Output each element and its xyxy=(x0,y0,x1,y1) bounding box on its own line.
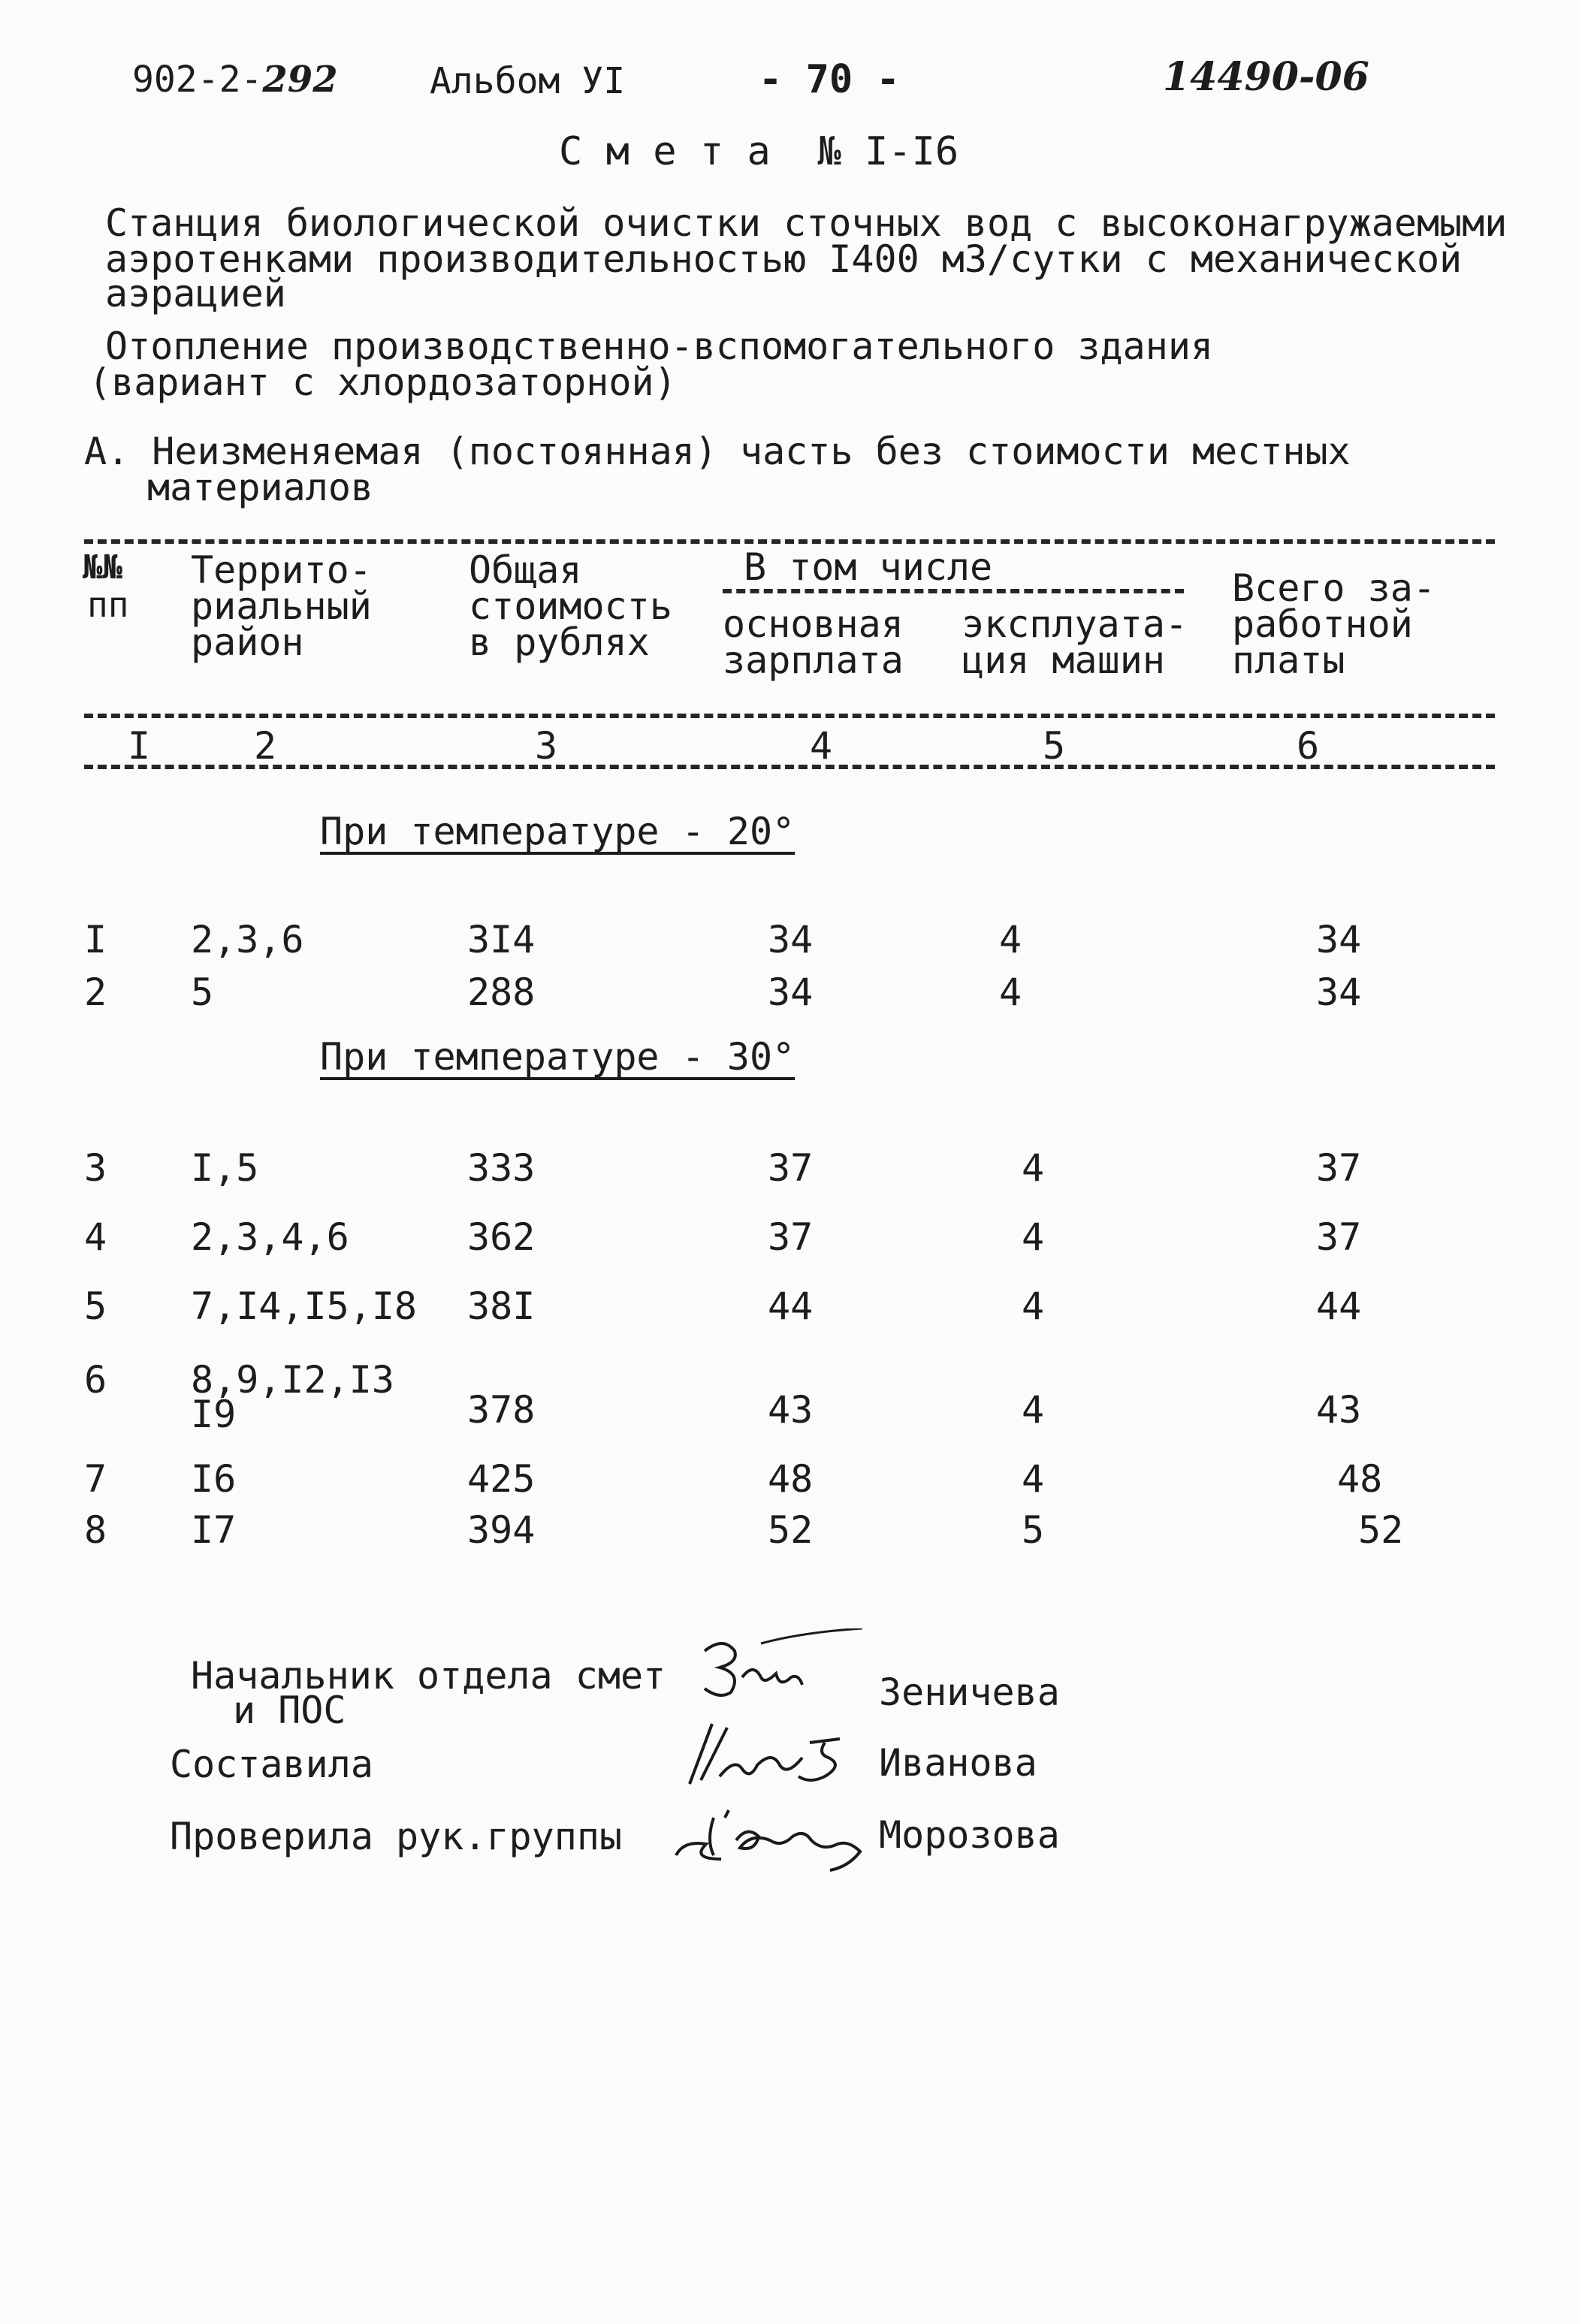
document-code-prefix: 902-2- xyxy=(132,59,263,101)
header-total-2: стоимость xyxy=(469,584,672,628)
cell-total: 378 xyxy=(467,1388,536,1432)
cell-salary: 44 xyxy=(768,1284,814,1328)
cell-wages: 34 xyxy=(1316,970,1362,1014)
column-number: 2 xyxy=(254,724,277,768)
cell-territory: 8,9,I2,I3 xyxy=(191,1358,394,1402)
cell-total: 425 xyxy=(467,1457,536,1501)
section-line-1: А. Неизменяемая (постоянная) часть без стоимости местных xyxy=(84,430,1351,473)
column-number: I xyxy=(128,724,151,768)
header-machines-1: эксплуата- xyxy=(962,602,1188,646)
cell-wages: 52 xyxy=(1358,1508,1404,1552)
cell-num: 4 xyxy=(84,1215,107,1259)
description-line-3: аэрацией xyxy=(105,272,286,315)
cell-territory: 2,3,6 xyxy=(191,918,304,961)
signer-name: Морозова xyxy=(879,1813,1060,1857)
group-heading-20: При температуре - 20° xyxy=(320,810,796,853)
cell-salary: 48 xyxy=(768,1457,814,1501)
cell-territory: 2,3,4,6 xyxy=(191,1215,349,1259)
table-top-rule xyxy=(84,539,1495,544)
cell-num: 8 xyxy=(84,1508,107,1552)
page-number: - 70 - xyxy=(759,57,900,102)
cell-territory: I6 xyxy=(191,1457,237,1501)
header-territory-2: риальный xyxy=(191,584,372,628)
cell-machines: 4 xyxy=(1022,1215,1045,1259)
signer-name: Зеничева xyxy=(879,1671,1060,1714)
header-salary-2: зарплата xyxy=(723,638,904,682)
cell-territory-continued: I9 xyxy=(191,1393,237,1436)
cell-num: I xyxy=(84,918,107,961)
cell-num: 5 xyxy=(84,1284,107,1328)
cell-salary: 34 xyxy=(768,918,814,961)
cell-total: 288 xyxy=(467,970,536,1014)
cell-territory: I,5 xyxy=(191,1146,259,1190)
column-number: 5 xyxy=(1043,724,1066,768)
cell-machines: 5 xyxy=(1022,1508,1045,1552)
cell-machines: 4 xyxy=(1022,1284,1045,1328)
handwritten-signature-ivanova xyxy=(667,1713,862,1795)
header-machines-2: ция машин xyxy=(962,638,1165,682)
group-heading-30: При температуре - 30° xyxy=(320,1035,796,1079)
cell-machines: 4 xyxy=(1022,1146,1045,1190)
including-underline xyxy=(723,589,1184,593)
cell-total: 362 xyxy=(467,1215,536,1259)
signer-role-line-1: Начальник отдела смет xyxy=(191,1654,666,1698)
column-number: 4 xyxy=(810,724,833,768)
description-line-1: Станция биологической очистки сточных вод с высоконагружаемыми xyxy=(105,201,1508,245)
cell-wages: 34 xyxy=(1316,918,1362,961)
document-code-handwritten: 292 xyxy=(262,59,338,101)
cell-wages: 37 xyxy=(1316,1215,1362,1259)
column-number: 6 xyxy=(1297,724,1320,768)
cell-wages: 44 xyxy=(1316,1284,1362,1328)
album-label: Альбом УI xyxy=(430,60,626,102)
cell-total: 333 xyxy=(467,1146,536,1190)
cell-wages: 37 xyxy=(1316,1146,1362,1190)
cell-salary: 37 xyxy=(768,1146,814,1190)
cell-total: 38I xyxy=(467,1284,536,1328)
handwritten-signature-morozova xyxy=(661,1788,886,1878)
cell-machines: 4 xyxy=(1022,1388,1045,1432)
header-total-3: в рублях xyxy=(469,620,650,664)
signer-role-line-1: Составила xyxy=(170,1743,373,1786)
cell-territory: I7 xyxy=(191,1508,237,1552)
cell-machines: 4 xyxy=(999,918,1022,961)
description-line-2: аэротенками производительностью I400 м3/сутки с механической xyxy=(105,237,1463,281)
header-num-2: пп xyxy=(87,584,129,625)
subject-line-1: Отопление производственно-вспомогательного здания xyxy=(105,324,1214,368)
cell-territory: 5 xyxy=(191,970,214,1014)
cell-salary: 43 xyxy=(768,1388,814,1432)
cell-machines: 4 xyxy=(1022,1457,1045,1501)
header-wages-1: Всего за- xyxy=(1232,566,1436,610)
subject-line-2: (вариант с хлордозаторной) xyxy=(89,361,677,404)
cell-num: 7 xyxy=(84,1457,107,1501)
cell-wages: 48 xyxy=(1337,1457,1383,1501)
document-code xyxy=(132,59,338,101)
column-number: 3 xyxy=(535,724,558,768)
header-bottom-rule xyxy=(84,714,1495,718)
section-line-2: материалов xyxy=(147,466,374,509)
cell-salary: 34 xyxy=(768,970,814,1014)
signer-role-line-1: Проверила рук.группы xyxy=(170,1815,623,1858)
inventory-number-handwritten: 14490-06 xyxy=(1163,54,1369,100)
header-wages-3: платы xyxy=(1232,638,1345,682)
cell-num: 3 xyxy=(84,1146,107,1190)
estimate-title: С м е т а № I-I6 xyxy=(559,129,959,174)
cell-num: 2 xyxy=(84,970,107,1014)
signer-role-line-2: и ПОС xyxy=(233,1689,346,1732)
cell-wages: 43 xyxy=(1316,1388,1362,1432)
cell-territory: 7,I4,I5,I8 xyxy=(191,1284,418,1328)
cell-total: 394 xyxy=(467,1508,536,1552)
cell-machines: 4 xyxy=(999,970,1022,1014)
header-num-1: №№ xyxy=(83,548,122,587)
header-including: В том числе xyxy=(744,545,993,589)
cell-salary: 52 xyxy=(768,1508,814,1552)
header-total-1: Общая xyxy=(469,548,582,592)
header-territory-1: Террито- xyxy=(191,548,372,592)
header-territory-3: район xyxy=(191,620,304,664)
signer-name: Иванова xyxy=(879,1741,1037,1785)
header-salary-1: основная xyxy=(723,602,904,646)
column-numbers-rule xyxy=(84,765,1495,769)
cell-salary: 37 xyxy=(768,1215,814,1259)
header-wages-2: работной xyxy=(1232,602,1413,646)
cell-num: 6 xyxy=(84,1358,107,1402)
handwritten-signature-zenicheva xyxy=(690,1628,877,1711)
cell-total: 3I4 xyxy=(467,918,536,961)
